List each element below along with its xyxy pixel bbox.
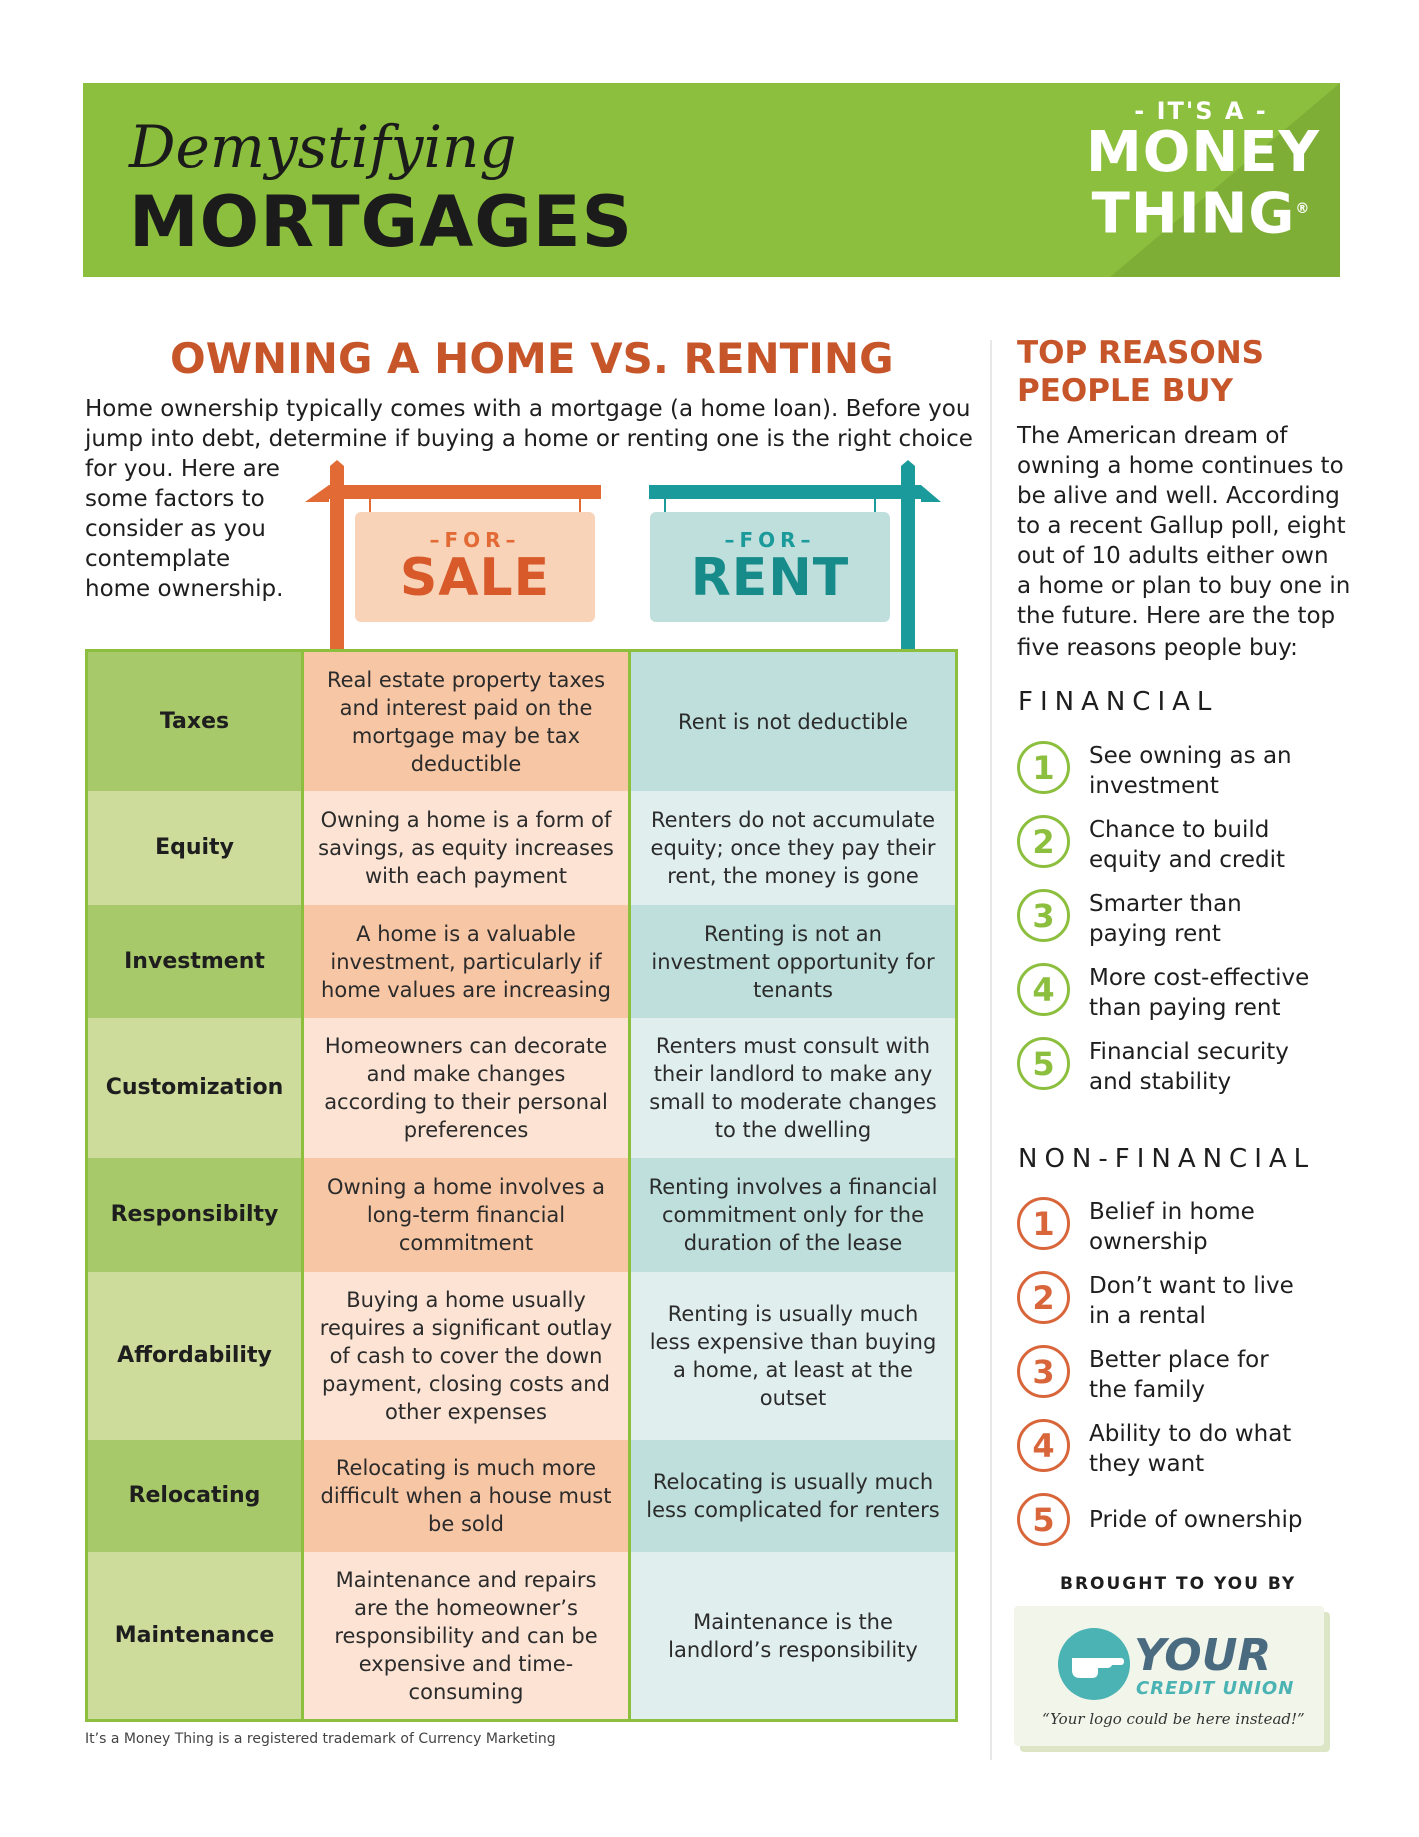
sidebar-intro-line: a home or plan to buy one in xyxy=(1017,573,1351,599)
intro-line: contemplate xyxy=(85,546,231,572)
row-label: Customization xyxy=(88,1018,301,1158)
reason-text: Chance to build equity and credit xyxy=(1089,817,1285,873)
table-row xyxy=(88,1158,955,1272)
trademark-note: It’s a Money Thing is a registered trademark of Currency Marketing xyxy=(85,1731,556,1747)
reason-number: 2 xyxy=(1017,815,1070,868)
reason-number: 1 xyxy=(1017,1197,1070,1250)
sidebar-intro-line: out of 10 adults either own xyxy=(1017,543,1329,569)
rent-cell: Renters do not accumulate equity; once they pay their rent, the money is gone xyxy=(628,791,955,905)
row-label: Equity xyxy=(88,791,301,905)
reason-number: 3 xyxy=(1017,889,1070,942)
sidebar-title-line: TOP REASONS xyxy=(1017,335,1265,371)
rent-cell: Renters must consult with their landlord to make any small to moderate changes to the dwelling xyxy=(628,1018,955,1158)
table-row xyxy=(88,1440,955,1552)
sidebar-intro-line: be alive and well. According xyxy=(1017,483,1340,509)
registered-mark: ® xyxy=(1295,201,1311,217)
reason-number: 2 xyxy=(1017,1271,1070,1324)
nonfinancial-reason xyxy=(1017,1197,1337,1257)
brought-by-label: BROUGHT TO YOU BY xyxy=(1060,1574,1297,1594)
section-title: OWNING A HOME VS. RENTING xyxy=(170,334,894,383)
table-row xyxy=(88,905,955,1018)
intro-line: some factors to xyxy=(85,486,265,512)
rent-cell: Rent is not deductible xyxy=(628,652,955,791)
row-label: Relocating xyxy=(88,1440,301,1552)
rent-cell: Renting involves a financial commitment only for the duration of the lease xyxy=(628,1158,955,1272)
intro-line: jump into debt, determine if buying a home or renting one is the right choice xyxy=(85,426,973,452)
reason-text: Belief in home ownership xyxy=(1089,1199,1255,1255)
reason-number: 1 xyxy=(1017,741,1070,794)
reason-text: Financial security and stability xyxy=(1089,1039,1289,1095)
reason-text: Don’t want to live in a rental xyxy=(1089,1273,1294,1329)
header-banner xyxy=(83,83,1340,277)
financial-reason xyxy=(1017,889,1337,949)
row-label: Responsibilty xyxy=(88,1158,301,1272)
brand-line2: THING® xyxy=(1091,181,1311,247)
financial-heading: FINANCIAL xyxy=(1018,687,1219,717)
logo-credit-union: CREDIT UNION xyxy=(1136,1678,1295,1699)
nonfinancial-heading: NON-FINANCIAL xyxy=(1018,1144,1316,1174)
reason-number: 4 xyxy=(1017,1419,1070,1472)
nonfinancial-reason xyxy=(1017,1271,1337,1331)
financial-reason xyxy=(1017,741,1337,801)
row-label: Maintenance xyxy=(88,1552,301,1719)
sale-sign-for: –FOR– xyxy=(429,528,521,552)
sidebar-title xyxy=(1017,334,1264,410)
intro-line: for you. Here are xyxy=(85,456,280,482)
row-label: Affordability xyxy=(88,1272,301,1440)
nonfinancial-reason xyxy=(1017,1419,1337,1479)
reason-number: 3 xyxy=(1017,1345,1070,1398)
rent-sign-word: RENT xyxy=(690,548,850,608)
reason-text: See owning as an investment xyxy=(1089,743,1292,799)
table-row xyxy=(88,1018,955,1158)
financial-reason xyxy=(1017,1037,1337,1097)
rent-sign-board xyxy=(650,512,890,622)
sale-sign-board xyxy=(355,512,595,622)
sale-cell: Owning a home is a form of savings, as equity increases with each payment xyxy=(301,791,628,905)
title-main: MORTGAGES xyxy=(129,181,633,263)
sidebar-intro-line: owning a home continues to xyxy=(1017,453,1344,479)
logo-your: YOUR xyxy=(1134,1630,1272,1681)
sale-sign-word: SALE xyxy=(399,548,551,608)
financial-reason xyxy=(1017,963,1337,1023)
comparison-table xyxy=(85,649,958,1722)
row-label: Taxes xyxy=(88,652,301,791)
table-row xyxy=(88,652,955,791)
sidebar-intro-line: the future. Here are the top xyxy=(1017,603,1336,629)
reason-text: Pride of ownership xyxy=(1089,1507,1303,1533)
reason-text: Ability to do what they want xyxy=(1089,1421,1292,1477)
nonfinancial-reason xyxy=(1017,1345,1337,1405)
reason-text: Better place for the family xyxy=(1089,1347,1269,1403)
table-row xyxy=(88,1552,955,1719)
credit-union-logo xyxy=(1014,1606,1324,1746)
intro-line: consider as you xyxy=(85,516,266,542)
rent-cell: Renting is usually much less expensive than buying a home, at least at the outset xyxy=(628,1272,955,1440)
sidebar-intro-line: five reasons people buy: xyxy=(1017,635,1298,661)
reason-number: 5 xyxy=(1017,1493,1070,1546)
reason-number: 5 xyxy=(1017,1037,1070,1090)
sidebar-intro-line: to a recent Gallup poll, eight xyxy=(1017,513,1346,539)
intro-line: Home ownership typically comes with a mortgage (a home loan). Before you xyxy=(85,396,971,422)
sidebar-divider xyxy=(990,340,992,1760)
rent-cell: Renting is not an investment opportunity for tenants xyxy=(628,905,955,1018)
reason-text: Smarter than paying rent xyxy=(1089,891,1242,947)
sidebar-intro-line: The American dream of xyxy=(1017,423,1288,449)
pointing-hand-icon xyxy=(1058,1628,1130,1700)
brand-line1: MONEY xyxy=(1086,120,1321,185)
reason-text: More cost-effective than paying rent xyxy=(1089,965,1310,1021)
rent-cell: Relocating is usually much less complicated for renters xyxy=(628,1440,955,1552)
reason-number: 4 xyxy=(1017,963,1070,1016)
sale-cell: Owning a home involves a long-term financial commitment xyxy=(301,1158,628,1272)
rent-sign-for: –FOR– xyxy=(724,528,816,552)
sale-cell: A home is a valuable investment, particularly if home values are increasing xyxy=(301,905,628,1018)
logo-note: “Your logo could be here instead!” xyxy=(1042,1710,1305,1728)
sale-cell: Relocating is much more difficult when a house must be sold xyxy=(301,1440,628,1552)
brand-small: - IT'S A - xyxy=(1134,97,1268,125)
financial-reason xyxy=(1017,815,1337,875)
sale-cell: Homeowners can decorate and make changes according to their personal preferences xyxy=(301,1018,628,1158)
sale-cell: Real estate property taxes and interest paid on the mortgage may be tax deductible xyxy=(301,652,628,791)
title-script: Demystifying xyxy=(129,113,517,181)
brand-logo xyxy=(1086,97,1321,247)
table-row xyxy=(88,791,955,905)
sidebar-title-line: PEOPLE BUY xyxy=(1017,373,1233,409)
table-row xyxy=(88,1272,955,1440)
intro-line: home ownership. xyxy=(85,576,284,602)
sale-cell: Buying a home usually requires a significant outlay of cash to cover the down payment, closing costs and other expenses xyxy=(301,1272,628,1440)
sale-cell: Maintenance and repairs are the homeowner’s responsibility and can be expensive and time-consuming xyxy=(301,1552,628,1719)
nonfinancial-reason xyxy=(1017,1493,1337,1553)
rent-cell: Maintenance is the landlord’s responsibility xyxy=(628,1552,955,1719)
row-label: Investment xyxy=(88,905,301,1018)
